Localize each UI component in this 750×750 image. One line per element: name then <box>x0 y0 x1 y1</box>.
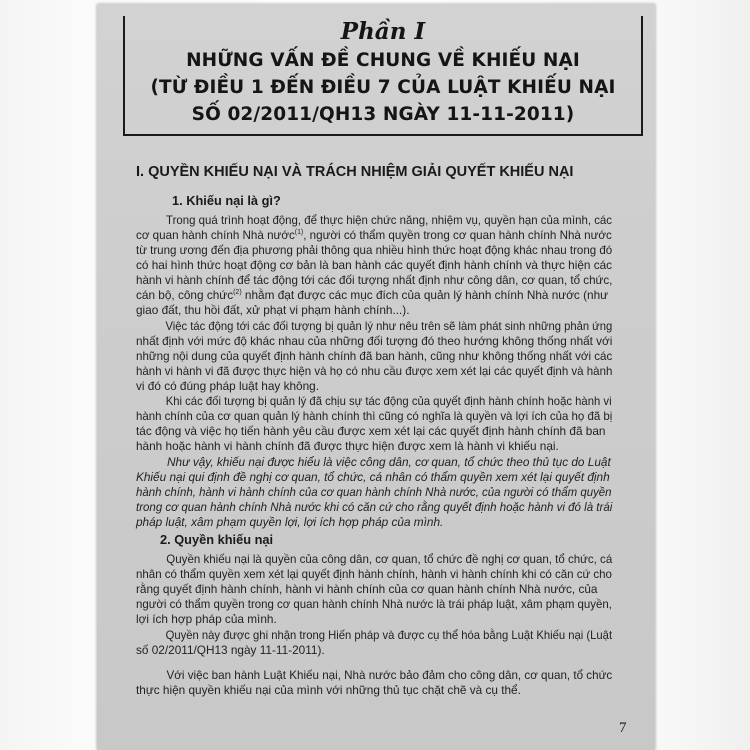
paragraph-7 <box>136 668 612 698</box>
paragraph-line: tác động và việc họ tiến hành yêu cầu được xem xét lại các quyết định hành chính đã ban <box>136 424 606 438</box>
paragraph-line: giao đất, thu hồi đất, xử phạt vi phạm hành chính...). <box>136 303 410 317</box>
paragraph-line: từ trung ương đến địa phương phải thông qua nhiều hình thức hoạt động khác nhau trong đó <box>136 243 613 257</box>
paragraph-2 <box>136 319 612 394</box>
paragraph-line: nhân có thẩm quyền xem xét lại quyết định hành chính, hành vi hành chính khi có căn cứ cho <box>136 567 612 581</box>
paragraph-line: lợi ích hợp pháp của mình. <box>136 612 277 626</box>
chapter-title-line-1: NHỮNG VẤN ĐỀ CHUNG VỀ KHIẾU NẠI <box>186 50 580 71</box>
paragraph-line: pháp luật, xâm phạm quyền lợi, lợi ích hợp pháp của mình. <box>136 515 444 529</box>
paragraph-line: hành vi hành vi đã được thực hiện và họ có nhu cầu được xem xét lại các quyết định và hành <box>136 364 613 378</box>
paragraph-line: rằng quyết định hành chính, hành vi hành chính của cơ quan hành chính Nhà nước, của <box>136 582 598 596</box>
chapter-title-line-2: (TỪ ĐIỀU 1 ĐẾN ĐIỀU 7 CỦA LUẬT KHIẾU NẠI <box>150 77 616 98</box>
part-title: Phần I <box>340 18 426 45</box>
page-number: 7 <box>619 720 627 736</box>
book-page <box>97 4 655 750</box>
paragraph-6 <box>136 628 612 658</box>
text-run: , người có thẩm quyền trong cơ quan hành chính Nhà nước <box>303 228 612 242</box>
chapter-title-line-3: SỐ 02/2011/QH13 NGÀY 11-11-2011) <box>191 104 575 125</box>
footnote-marker: (2) <box>233 289 242 297</box>
paragraph-line: Khi các đối tượng bị quản lý đã chịu sự tác động của quyết định hành chính hoặc hành vi <box>165 394 612 408</box>
paragraph-line: Như vậy, khiếu nại được hiểu là việc công dân, cơ quan, tổ chức theo thủ tục do Luật <box>167 455 611 469</box>
paragraph-line: Quyền này được ghi nhận trong Hiến pháp và được cụ thể hóa bằng Luật Khiếu nại (Luật <box>165 628 613 642</box>
paragraph-line: Quyền khiếu nại là quyền của công dân, cơ quan, tổ chức đề nghị cơ quan, tổ chức, cá <box>166 552 613 566</box>
paragraph-line <box>136 288 612 303</box>
part-header-box <box>123 16 643 136</box>
paragraph-line: những nội dung của quyết định hành chính đã ban hành, cũng như không thống nhất với các <box>136 349 613 363</box>
paragraph-5 <box>136 552 612 627</box>
paragraph-line: hành chính, hành vi hành chính của cơ quan hành chính Nhà nước, của người có thẩm quyền <box>136 485 612 499</box>
paragraph-line: trong cơ quan hành chính Nhà nước khi có căn cứ cho rằng quyết định hoặc hành vi đó là trái <box>136 500 613 514</box>
text-run: cán bộ, công chức <box>136 288 234 302</box>
paragraph-line: số 02/2011/QH13 ngày 11-11-2011). <box>136 643 325 657</box>
paragraph-line: người có thẩm quyền trong cơ quan hành chính Nhà nước là trái pháp luật, xâm phạm quyền, <box>136 597 612 611</box>
paragraph-line: Với việc ban hành Luật Khiếu nại, Nhà nước bảo đảm cho công dân, cơ quan, tổ chức <box>166 668 613 682</box>
text-run: cơ quan hành chính Nhà nước <box>136 228 295 242</box>
paragraph-line: vi đó có đúng pháp luật hay không. <box>136 379 319 393</box>
paragraph-line: Khiếu nại qui định đề nghị cơ quan, tổ chức, cá nhân có thẩm quyền xem xét lại quyết định <box>136 470 610 484</box>
paragraph-line: hành chính của cơ quan quản lý hành chính thì cũng có nghĩa là quyền và lợi ích của họ đã bị <box>136 409 613 423</box>
paragraph-4-definition <box>136 455 612 530</box>
paragraph-line: nhất định với mức độ khác nhau của những đối tượng đó theo hướng không thống nhất với <box>136 334 613 348</box>
paragraph-line: Việc tác động tới các đối tượng bị quản lý như nêu trên sẽ làm phát sinh những phản ứng <box>165 319 613 333</box>
paragraph-line: Trong quá trình hoạt động, để thực hiện chức năng, nhiệm vụ, quyền hạn của mình, các <box>166 213 612 227</box>
paragraph-line <box>136 228 612 243</box>
text-run: nhằm đạt được các mục đích của quản lý hành chính Nhà nước (như <box>241 288 609 302</box>
subsection-heading-1: 1. Khiếu nại là gì? <box>172 193 281 208</box>
paragraph-line: thực hiện quyền khiếu nại của mình với những thủ tục chặt chẽ và cụ thể. <box>136 683 521 697</box>
paragraph-1 <box>136 213 612 318</box>
paragraph-line: hành vi hành chính để tác động tới các đối tượng nhất định như công dân, cơ quan, tổ chức, <box>136 273 613 287</box>
paragraph-line: hành hoặc hành vi hành chính đã được thực hiện được xem là hành vi khiếu nại. <box>136 439 559 453</box>
section-heading: I. QUYỀN KHIẾU NẠI VÀ TRÁCH NHIỆM GIẢI QUYẾT KHIẾU NẠI <box>136 164 574 180</box>
subsection-heading-2: 2. Quyền khiếu nại <box>160 532 274 547</box>
paragraph-3 <box>136 394 612 454</box>
footnote-marker: (1) <box>294 229 304 237</box>
paragraph-line: có hai hình thức hoạt động cơ bản là ban hành các quyết định hành chính và thực hiện các <box>136 258 613 272</box>
